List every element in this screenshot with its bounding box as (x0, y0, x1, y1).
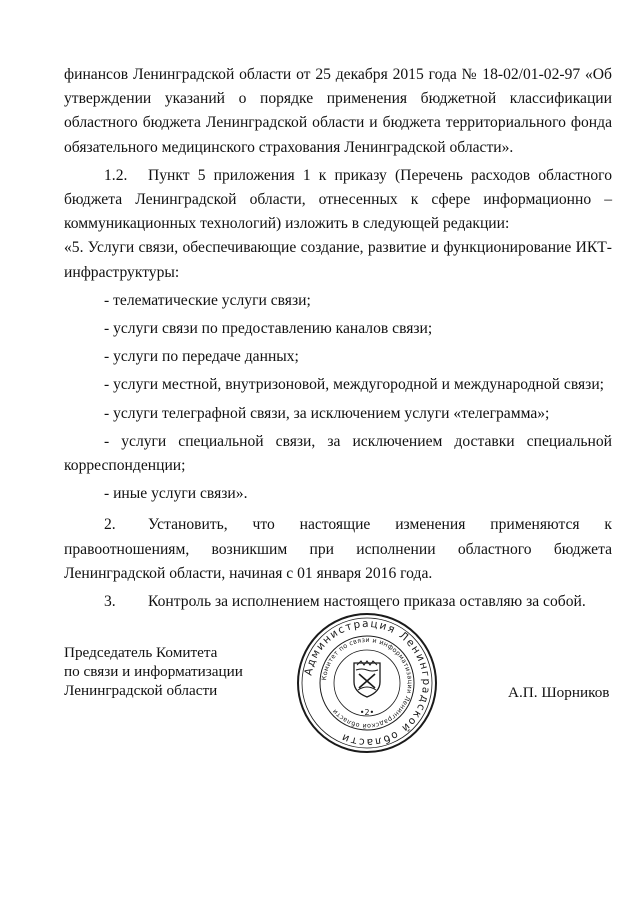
item-1-2 (64, 164, 612, 237)
signatory-line: Председатель Комитета (64, 644, 218, 661)
seal-number: •2• (359, 708, 375, 717)
seal-graphic (296, 612, 438, 754)
coat-of-arms-icon (354, 661, 380, 697)
list-item: - телематические услуги связи; (104, 291, 311, 309)
item-2 (64, 513, 612, 586)
item-text: Пункт 5 приложения 1 к приказу (Перечень расходов областного бюджета Ленинградской области, отнесенных к сфере информационно – коммуникационных технологий) изложить в следующей редакции: (64, 166, 612, 233)
item-number: 1.2. (104, 166, 128, 184)
document-body (64, 63, 612, 614)
item-number: 2. (104, 516, 116, 534)
item-text: Контроль за исполнением настоящего приказа оставляю за собой. (148, 593, 586, 611)
list-item: - услуги местной, внутризоновой, междугородной и международной связи; (104, 376, 604, 394)
official-seal (296, 612, 438, 754)
list-item: - иные услуги связи». (104, 485, 248, 503)
signatory-line: Ленинградской области (64, 682, 218, 699)
seal-outer-text: Администрация Ленинградской области (302, 617, 433, 749)
item-number: 3. (104, 593, 116, 611)
item-text: Установить, что настоящие изменения применяются к правоотношениям, возникшим при исполнении областного бюджета Ленинградской области, начиная с 01 января 2016 года. (64, 516, 612, 582)
item-5-heading: «5. Услуги связи, обеспечивающие создание, развитие и функционирование ИКТ-инфраструктуры: (64, 239, 612, 281)
intro-paragraph: финансов Ленинградской области от 25 декабря 2015 года № 18-02/01-02-97 «Об утверждении указаний о порядке применения бюджетной классификации областного бюджета Ленинградской области и бюджета территориального фонда обязательного медицинского страхования Ленинградской области». (64, 66, 612, 156)
list-item: - услуги специальной связи, за исключением доставки специальной корреспонденции; (64, 432, 612, 475)
item-3 (64, 590, 612, 614)
signatory-title (64, 643, 243, 700)
list-item: - услуги связи по предоставлению каналов связи; (104, 320, 433, 338)
list-item: - услуги телеграфной связи, за исключением услуги «телеграмма»; (104, 404, 550, 422)
seal-inner-text: Комитет по связи и информатизации Ленинградской области (320, 635, 415, 731)
list-item: - услуги по передаче данных; (104, 348, 299, 366)
signatory-line: по связи и информатизации (64, 663, 243, 680)
signatory-name: А.П. Шорников (508, 684, 610, 701)
